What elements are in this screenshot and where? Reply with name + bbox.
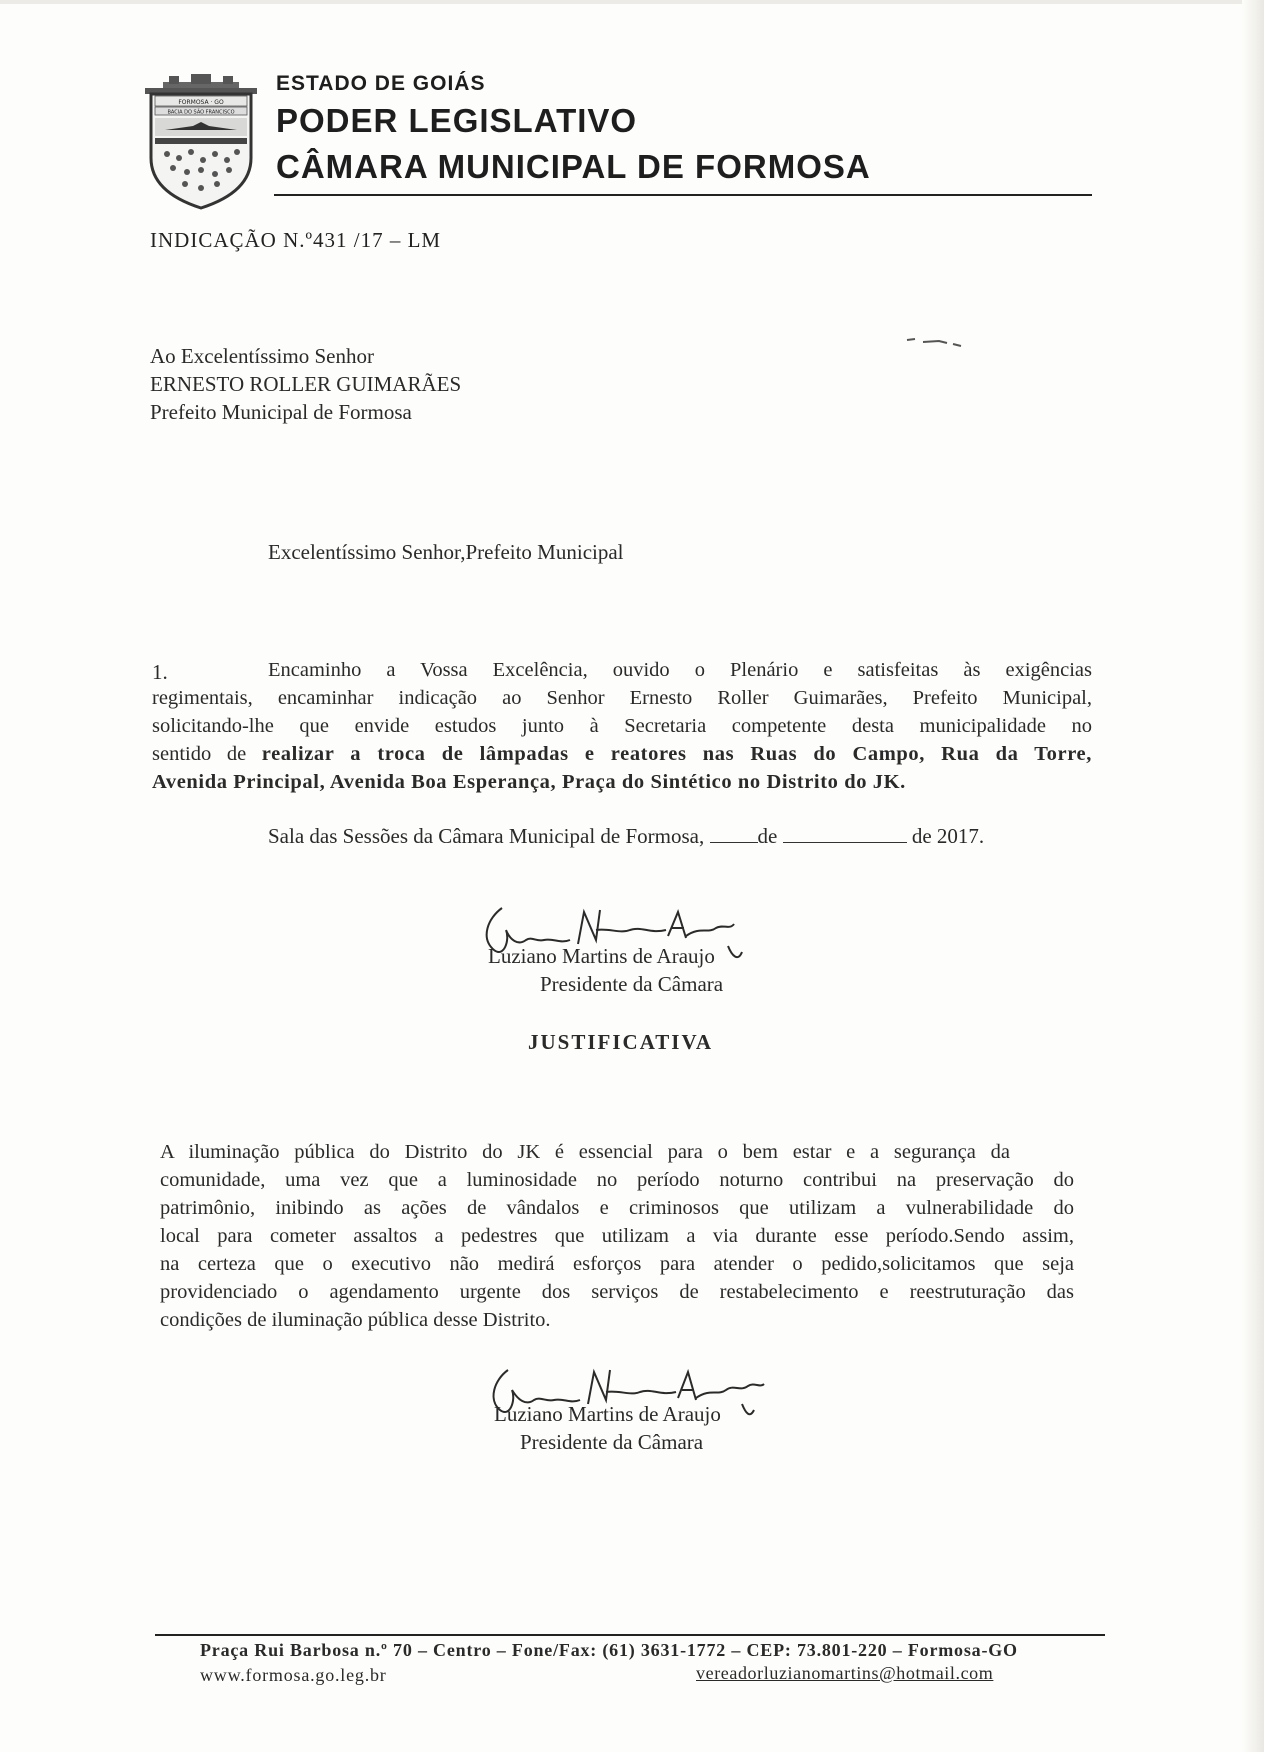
salutation: Excelentíssimo Senhor,Prefeito Municipal (268, 540, 624, 564)
justification-line-4: local para cometer assaltos a pedestres que utilizam a via durante esse período.Sendo assim, (160, 1225, 1074, 1247)
justification-heading: JUSTIFICATIVA (528, 1030, 714, 1054)
scan-top-edge (0, 0, 1264, 4)
addressee-title: Prefeito Municipal de Formosa (150, 400, 412, 424)
header-branch: PODER LEGISLATIVO (276, 102, 638, 139)
footer-website: www.formosa.go.leg.br (200, 1665, 387, 1685)
justification-line-6: providenciado o agendamento urgente dos serviços de restabelecimento e reestruturação das (160, 1281, 1074, 1303)
body-line-1: Encaminho a Vossa Excelência, ouvido o Plenário e satisfeitas às exigências (268, 659, 1092, 681)
municipal-crest-icon (145, 74, 257, 210)
addressee-line-1: Ao Excelentíssimo Senhor (150, 344, 374, 368)
session-line-prefix: Sala das Sessões da Câmara Municipal de Formosa, (268, 824, 705, 848)
signature-name-1: Luziano Martins de Araujo (488, 944, 715, 968)
body-line-4-start: sentido de (152, 743, 262, 765)
body-line-4-bold: realizar a troca de lâmpadas e reatores nas Ruas do Campo, Rua da Torre, (261, 743, 1092, 765)
body-line-2: regimentais, encaminhar indicação ao Senhor Ernesto Roller Guimarães, Prefeito Municipal, (152, 687, 1092, 709)
day-blank (710, 824, 758, 843)
justification-line-7: condições de iluminação pública desse Distrito. (160, 1309, 551, 1331)
header-chamber: CÂMARA MUNICIPAL DE FORMOSA (276, 148, 871, 185)
justification-line-5: na certeza que o executivo não medirá esforços para atender o pedido,solicitamos que seja (160, 1253, 1074, 1275)
justification-line-1: A iluminação pública do Distrito do JK é essencial para o bem estar e a segurança da (160, 1141, 1010, 1163)
header-state: ESTADO DE GOIÁS (276, 72, 486, 95)
crest-text-top: FORMOSA · GO (178, 99, 224, 106)
session-de-1: de (757, 824, 778, 848)
body-line-5-bold: Avenida Principal, Avenida Boa Esperança, Praça do Sintético no Distrito do JK. (152, 771, 906, 793)
signature-title-1: Presidente da Câmara (540, 972, 724, 996)
footer-divider (155, 1634, 1105, 1636)
footer-address: Praça Rui Barbosa n.º 70 – Centro – Fone/Fax: (61) 3631-1772 – CEP: 73.801-220 – Formosa-GO (200, 1640, 1018, 1660)
paragraph-number: 1. (152, 660, 168, 684)
header-divider (274, 194, 1092, 196)
session-year: de 2017. (911, 824, 985, 848)
signature-name-2: Luziano Martins de Araujo (494, 1402, 721, 1426)
scan-right-edge (1242, 0, 1264, 1752)
crest-text-bottom: BACIA DO SÃO FRANCISCO (167, 109, 235, 116)
body-line-3: solicitando-lhe que envide estudos junto à Secretaria competente desta municipalidade no (152, 715, 1092, 737)
document-number: INDICAÇÃO N.º431 /17 – LM (150, 228, 442, 252)
addressee-name: ERNESTO ROLLER GUIMARÃES (150, 372, 462, 396)
stray-pen-mark-icon (905, 336, 967, 348)
signature-title-2: Presidente da Câmara (520, 1430, 704, 1454)
session-line (268, 824, 984, 849)
body-line-4 (152, 743, 1092, 766)
justification-line-2: comunidade, uma vez que a luminosidade no período noturno contribui na preservação do (160, 1169, 1074, 1191)
month-blank (783, 824, 907, 843)
footer-email: vereadorluzianomartins@hotmail.com (696, 1663, 994, 1683)
justification-line-3: patrimônio, inibindo as ações de vândalos e criminosos que utilizam a vulnerabilidade do (160, 1197, 1074, 1219)
